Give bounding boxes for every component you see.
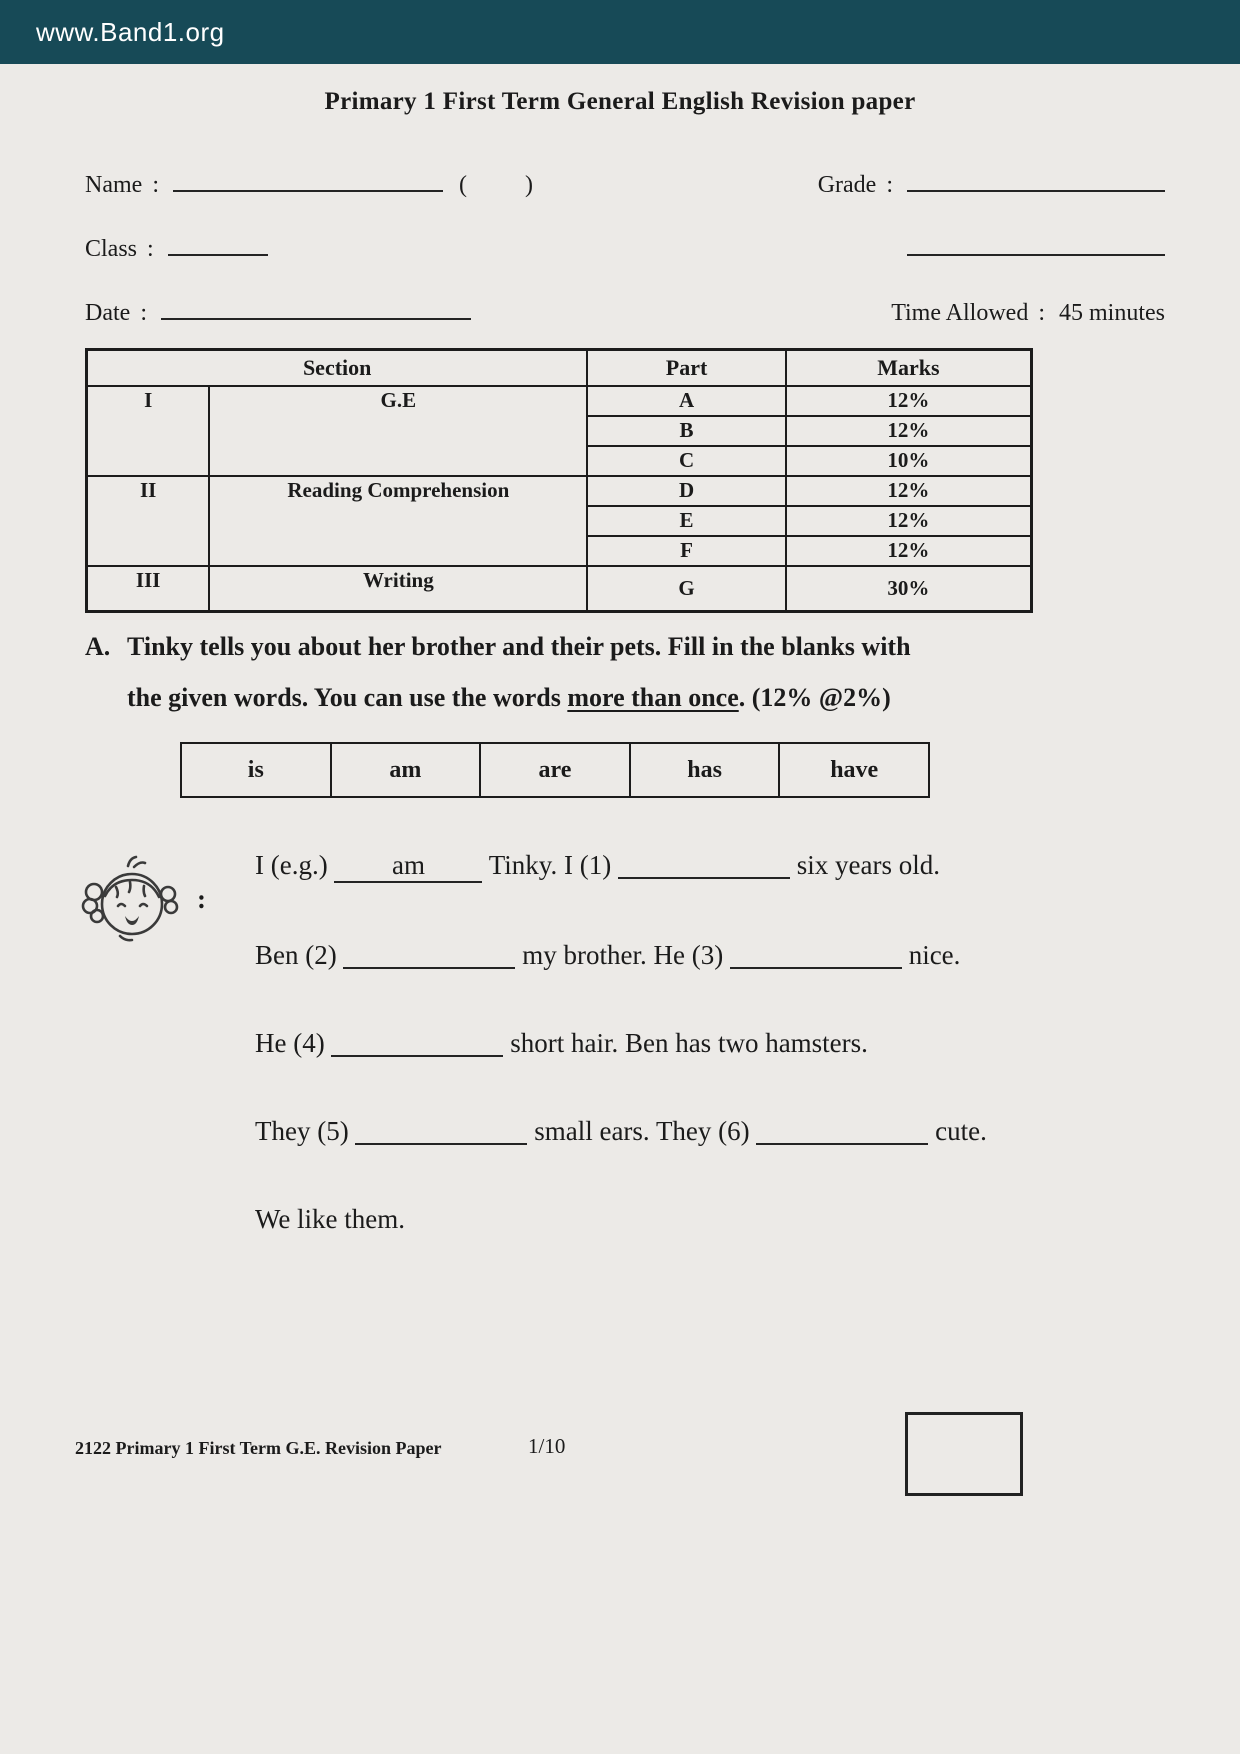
exercise-block: [85, 850, 1180, 1292]
part-cell: F: [587, 536, 785, 566]
exercise-text: We like them.: [255, 1203, 406, 1234]
footer-doc-ref: 2122 Primary 1 First Term G.E. Revision Paper: [75, 1438, 442, 1458]
exercise-line: [255, 1204, 1180, 1235]
marking-box: [905, 1412, 1023, 1496]
grade-colon: :: [886, 172, 893, 198]
answer-blank[interactable]: am: [334, 851, 482, 883]
class-colon: :: [147, 236, 154, 262]
part-cell: A: [587, 386, 785, 416]
section-a-label: A.: [85, 632, 111, 661]
marks-table: [85, 348, 1033, 613]
grade-label: Grade: [817, 172, 877, 198]
section-name: G.E: [209, 386, 587, 476]
name-blank-line[interactable]: [173, 168, 443, 192]
section-a-line1: Tinky tells you about her brother and their pets. Fill in the blanks with: [127, 632, 911, 661]
marks-cell: 12%: [786, 536, 1032, 566]
time-allowed-label: Time Allowed: [891, 300, 1029, 326]
section-a-line2-post: . (12% @2%): [738, 682, 891, 712]
marks-cell: 12%: [786, 506, 1032, 536]
form-row-name-grade: [85, 168, 1165, 199]
answer-blank[interactable]: [756, 1118, 928, 1145]
exercise-text: small ears. They (6): [527, 1115, 757, 1146]
exercise-text: Ben (2): [255, 939, 344, 970]
name-parens: ( ): [458, 172, 535, 198]
answer-blank[interactable]: [355, 1118, 527, 1145]
marks-table-row: [87, 386, 1032, 416]
word-bank-cell: are: [480, 743, 630, 797]
word-bank-cell: have: [779, 743, 929, 797]
grade-blank-line[interactable]: [907, 168, 1165, 192]
exercise-text: nice.: [901, 939, 961, 970]
marks-table-row: [87, 566, 1032, 612]
part-cell: B: [587, 416, 785, 446]
section-header: Section: [87, 350, 588, 386]
marks-cell: 12%: [786, 476, 1032, 506]
word-bank-cell: has: [630, 743, 780, 797]
class-label: Class: [85, 236, 138, 262]
time-allowed-value: 45 minutes: [1059, 300, 1165, 326]
marks-cell: 10%: [786, 446, 1032, 476]
word-bank-cell: is: [181, 743, 331, 797]
time-allowed-colon: :: [1038, 300, 1045, 326]
section-roman: III: [87, 566, 210, 612]
answer-blank[interactable]: [730, 942, 902, 969]
footer-page-number: 1/10: [528, 1434, 566, 1458]
word-bank: [180, 742, 930, 798]
marks-cell: 12%: [786, 416, 1032, 446]
watermark-url: www.Band1.org: [36, 16, 225, 47]
exercise-line: [255, 940, 1180, 971]
section-a-instructions: [85, 622, 1165, 723]
section-roman: I: [87, 386, 210, 476]
marks-cell: 12%: [786, 386, 1032, 416]
part-cell: G: [587, 566, 785, 612]
exercise-lines: [255, 850, 1180, 1235]
section-a-text: [127, 622, 911, 723]
section-name: Reading Comprehension: [209, 476, 587, 566]
marks-table-header-row: [87, 350, 1032, 386]
name-colon: :: [152, 172, 159, 198]
part-cell: C: [587, 446, 785, 476]
exercise-text: six years old.: [790, 850, 940, 880]
exercise-text: my brother. He (3): [515, 939, 730, 970]
marks-cell: 30%: [786, 566, 1032, 612]
girl-doodle-icon: [80, 854, 180, 954]
part-cell: D: [587, 476, 785, 506]
exercise-text: Tinky. I (1): [482, 850, 618, 880]
exercise-text: He (4): [255, 1027, 332, 1058]
date-blank-line[interactable]: [161, 296, 471, 320]
exercise-line: [255, 1116, 1180, 1147]
name-label: Name: [85, 172, 143, 198]
answer-blank[interactable]: [618, 852, 790, 879]
student-info-form: [85, 168, 1165, 360]
part-cell: E: [587, 506, 785, 536]
part-header: Part: [587, 350, 785, 386]
form-row-date-time: [85, 296, 1165, 327]
exercise-text: short hair. Ben has two hamsters.: [503, 1027, 868, 1058]
exercise-text: I (e.g.): [255, 850, 335, 880]
watermark-bar: [0, 0, 1240, 64]
exercise-line: [255, 1028, 1180, 1059]
form-row-class: [85, 232, 1165, 263]
exercise-text: cute.: [928, 1115, 987, 1146]
marks-header: Marks: [786, 350, 1032, 386]
word-bank-row: [181, 743, 929, 797]
answer-blank[interactable]: [331, 1030, 503, 1057]
marks-table-wrap: [85, 348, 1033, 613]
date-colon: :: [140, 300, 147, 326]
section-roman: II: [87, 476, 210, 566]
page-title: Primary 1 First Term General English Revision paper: [324, 88, 916, 115]
class-blank-line[interactable]: [168, 232, 268, 256]
date-label: Date: [85, 300, 131, 326]
extra-blank-line[interactable]: [907, 232, 1165, 256]
exercise-text: They (5): [255, 1115, 356, 1146]
exercise-line: [255, 850, 1180, 883]
speaker-colon: :: [197, 884, 206, 914]
section-name: Writing: [209, 566, 587, 612]
word-bank-cell: am: [331, 743, 481, 797]
answer-blank[interactable]: [343, 942, 515, 969]
section-a-line2-pre: the given words. You can use the words: [127, 682, 568, 712]
marks-table-row: [87, 476, 1032, 506]
section-a-underlined-phrase: more than once: [567, 682, 739, 712]
